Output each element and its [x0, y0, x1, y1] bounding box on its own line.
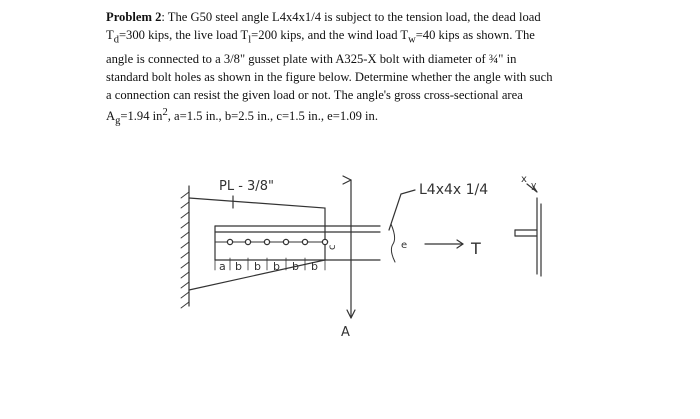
problem-line-4: standard bolt holes as shown in the figure below. Determine whether the angle with such	[106, 69, 553, 84]
section-arrow-top	[343, 176, 351, 184]
dim-b-label-1: b	[235, 260, 242, 273]
dim-b-label-5: b	[311, 260, 318, 273]
bolt-1	[227, 239, 232, 244]
axis-y-label: y	[531, 181, 537, 191]
problem-line-6: $A_g=1.94$ $in^2$, a=1.5 in., b=2.5 in., c=1.5 in., e=1.09 in.	[106, 106, 379, 127]
angle-label-leader	[389, 190, 415, 230]
bolt-5	[302, 239, 307, 244]
load-label: T	[471, 239, 481, 258]
connection-sketch	[175, 158, 560, 348]
problem-line-1: Problem 2: The G50 steel angle L4x4x1/4 is subject to the tension load, the dead load	[106, 10, 541, 24]
bolt-3	[264, 239, 269, 244]
angle-break-mark	[391, 224, 395, 262]
dim-b-label-2: b	[254, 260, 261, 273]
bolt-2	[245, 239, 250, 244]
dim-a-label: a	[219, 260, 226, 273]
plate-label: PL - 3/8"	[219, 179, 274, 194]
problem-statement	[106, 8, 596, 130]
problem-title: Problem 2	[106, 10, 162, 24]
dim-e-label: e	[401, 240, 408, 251]
angle-label: L4x4x 1/4	[419, 182, 489, 198]
problem-line-5: a connection can resist the given load or not. The angle's gross cross-sectional area	[106, 87, 523, 102]
section-label: A	[341, 325, 350, 340]
wall-hatching	[181, 192, 189, 308]
dim-b-label-3: b	[273, 260, 280, 273]
bolt-4	[283, 239, 288, 244]
dim-c-label: c	[327, 244, 338, 250]
problem-line-2: $T_d=300$ kips, the live load $T_l=200$ kips, and the wind load $T_w=40$ kips as shown. The	[106, 28, 535, 46]
connection-figure	[175, 158, 560, 353]
axis-x-label: x	[521, 174, 527, 185]
bolt-6	[322, 239, 327, 244]
problem-line-3: angle is connected to a 3/8" gusset plate with A325-X bolt with diameter of ¾" in	[106, 51, 517, 66]
dim-b-label-4: b	[292, 260, 299, 273]
